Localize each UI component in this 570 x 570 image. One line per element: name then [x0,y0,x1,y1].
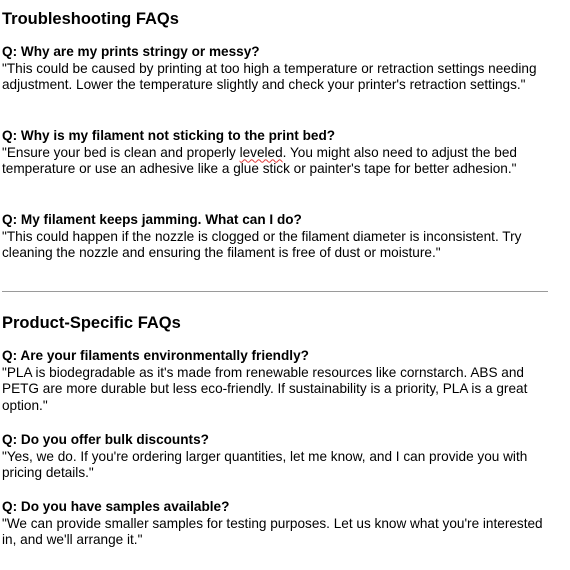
faq-question: Q: Are your filaments environmentally friendly? [2,348,309,363]
product-specific-heading: Product-Specific FAQs [2,314,181,332]
section-divider [2,291,548,292]
faq-item-bed-adhesion [2,128,548,178]
faq-question: Q: Why are my prints stringy or messy? [2,44,260,59]
faq-item-bulk-discounts [2,432,548,482]
faq-question: Q: Why is my filament not sticking to the print bed? [2,128,336,143]
faq-question: Q: Do you offer bulk discounts? [2,432,209,447]
faq-answer: "PLA is biodegradable as it's made from renewable resources like cornstarch. ABS and PETG are more durable but less eco-friendly. If sustainability is a priority, PLA is a great option." [2,364,528,413]
faq-answer-text: . You might also need to adjust the bed temperature or use an adhesive like a glue stick or painter's tape for better adhesion." [2,144,517,176]
faq-answer: "We can provide smaller samples for testing purposes. Let us know what you're interested in, and we'll arrange it." [2,515,543,547]
faq-question: Q: Do you have samples available? [2,499,230,514]
troubleshooting-heading: Troubleshooting FAQs [2,10,179,28]
faq-answer: "Yes, we do. If you're ordering larger quantities, let me know, and I can provide you with pricing details." [2,448,528,480]
faq-question: Q: My filament keeps jamming. What can I do? [2,212,302,227]
faq-item-eco-friendly [2,348,548,414]
faq-answer: "This could happen if the nozzle is clogged or the filament diameter is inconsistent. Try cleaning the nozzle and ensuring the filament is free of dust or moisture." [2,228,522,260]
faq-item-stringy-prints [2,44,548,94]
spellcheck-flagged-word[interactable]: leveled [239,144,283,160]
faq-answer [2,145,548,178]
faq-item-jamming [2,212,548,262]
faq-answer: "This could be caused by printing at too high a temperature or retraction settings needing adjustment. Lower the temperature slightly and check your printer's retraction settings." [2,60,537,92]
faq-answer-text: "Ensure your bed is clean and properly [2,144,240,160]
faq-item-samples [2,499,548,549]
